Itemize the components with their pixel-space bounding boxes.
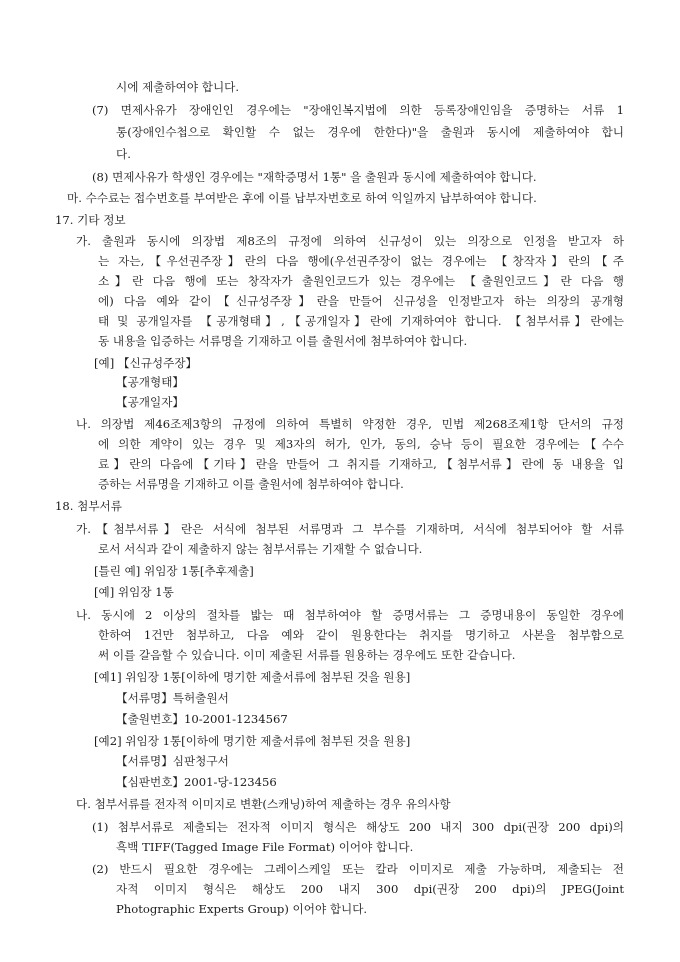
text-line: (1) 첨부서류로 제출되는 전자적 이미지 형식은 해상도 200 내지 300 dpi(권장 200 dpi)의 — [92, 820, 624, 834]
text-line: 자적 이미지 형식은 해상도 200 내지 300 dpi(권장 200 dpi)의 JPEG(Joint — [116, 882, 624, 896]
text-line: 18. 첨부서류 — [55, 499, 122, 513]
text-line: 마. 수수료는 접수번호를 부여받은 후에 이를 납부자번호로 하여 익일까지 납부하여야 합니다. — [67, 191, 537, 205]
text-line: [틀린 예] 위임장 1통[추후제출] — [94, 564, 254, 578]
text-line: [예1] 위임장 1통[이하에 명기한 제출서류에 첨부된 것을 원용] — [94, 670, 411, 684]
text-line: 【서류명】특허출원서 — [116, 691, 229, 705]
text-line: 는 자는,【우선권주장】란의 다음 행에(우선권주장이 없는 경우에는 【창작자】란의【주 — [98, 254, 624, 268]
text-line: 17. 기타 정보 — [55, 213, 126, 227]
text-line: 에) 다음 예와 같이【신규성주장】란을 만들어 신규성을 인정받고자 하는 의장의 공개형 — [98, 294, 624, 308]
text-line: 써 이를 갈음할 수 있습니다. 이미 제출된 서류를 원용하는 경우에도 또한 같습니다. — [98, 648, 516, 662]
text-line: (8) 면제사유가 학생인 경우에는 "재학증명서 1통" 을 출원과 동시에 제출하여야 합니다. — [92, 170, 537, 184]
text-line: 동 내용을 입증하는 서류명을 기재하고 이를 출원서에 첨부하여야 합니다. — [98, 334, 468, 348]
text-line: 태 및 공개일자를 【공개형태】,【공개일자】란에 기재하여야 합니다. 【첨부서류】란에는 — [98, 314, 624, 328]
text-line: 흑백 TIFF(Tagged Image File Format) 이어야 합니다. — [116, 840, 414, 854]
text-line: 【서류명】심판청구서 — [116, 754, 229, 768]
text-line: 가.【첨부서류】란은 서식에 첨부된 서류명과 그 부수를 기재하며, 서식에 첨부되어야 할 서류 — [76, 522, 624, 536]
text-line: 【출원번호】10-2001-1234567 — [116, 712, 288, 726]
text-line: 료】란의 다음에【기타】란을 만들어 그 취지를 기재하고,【첨부서류】란에 동 내용을 입 — [98, 457, 624, 471]
text-line: 한하여 1건만 첨부하고, 다음 예와 같이 원용한다는 취지를 명기하고 사본을 첨부함으로 — [98, 628, 624, 642]
text-line: 증하는 서류명을 기재하고 이를 출원서에 첨부하여야 합니다. — [98, 477, 404, 491]
text-line: 로서 서식과 같이 제출하지 않는 첨부서류는 기재할 수 없습니다. — [98, 542, 423, 556]
text-line: [예] 위임장 1통 — [94, 585, 174, 599]
text-line: 【공개형태】 — [116, 375, 184, 389]
text-line: 【심판번호】2001-당-123456 — [116, 775, 277, 789]
text-line: Photographic Experts Group) 이어야 합니다. — [116, 902, 368, 916]
text-line: 다. 첨부서류를 전자적 이미지로 변환(스캐닝)하여 제출하는 경우 유의사항 — [76, 797, 451, 811]
text-line: 나. 의장법 제46조제3항의 규정에 의하여 특별히 약정한 경우, 민법 제268조제1항 단서의 규정 — [76, 417, 624, 431]
text-line: 에 의한 계약이 있는 경우 및 제3자의 허가, 인가, 동의, 승낙 등이 필요한 경우에는【수수 — [98, 437, 624, 451]
text-line: 시에 제출하여야 합니다. — [116, 80, 240, 94]
text-line: 가. 출원과 동시에 의장법 제8조의 규정에 의하여 신규성이 있는 의장으로 인정을 받고자 하 — [76, 234, 624, 248]
text-line: 소】란 다음 행에 또는 창작자가 출원인코드가 있는 경우에는 【출원인코드】란 다음 행 — [98, 274, 624, 288]
text-line: [예] 【신규성주장】 — [94, 356, 198, 370]
text-line: [예2] 위임장 1통[이하에 명기한 제출서류에 첨부된 것을 원용] — [94, 734, 411, 748]
text-line: (2) 반드시 필요한 경우에는 그레이스케일 또는 칼라 이미지로 제출 가능하며, 제출되는 전 — [92, 862, 624, 876]
text-line: (7) 면제사유가 장애인인 경우에는 "장애인복지법에 의한 등록장애인임을 증명하는 서류 1 — [92, 103, 624, 117]
text-line: 【공개일자】 — [116, 395, 184, 409]
text-line: 다. — [116, 147, 131, 161]
text-line: 통(장애인수첩으로 확인할 수 없는 경우에 한한다)"을 출원과 동시에 제출하여야 합니 — [116, 125, 624, 139]
text-line: 나. 동시에 2 이상의 절차를 밟는 때 첨부하여야 할 증명서류는 그 증명내용이 동일한 경우에 — [76, 608, 624, 622]
